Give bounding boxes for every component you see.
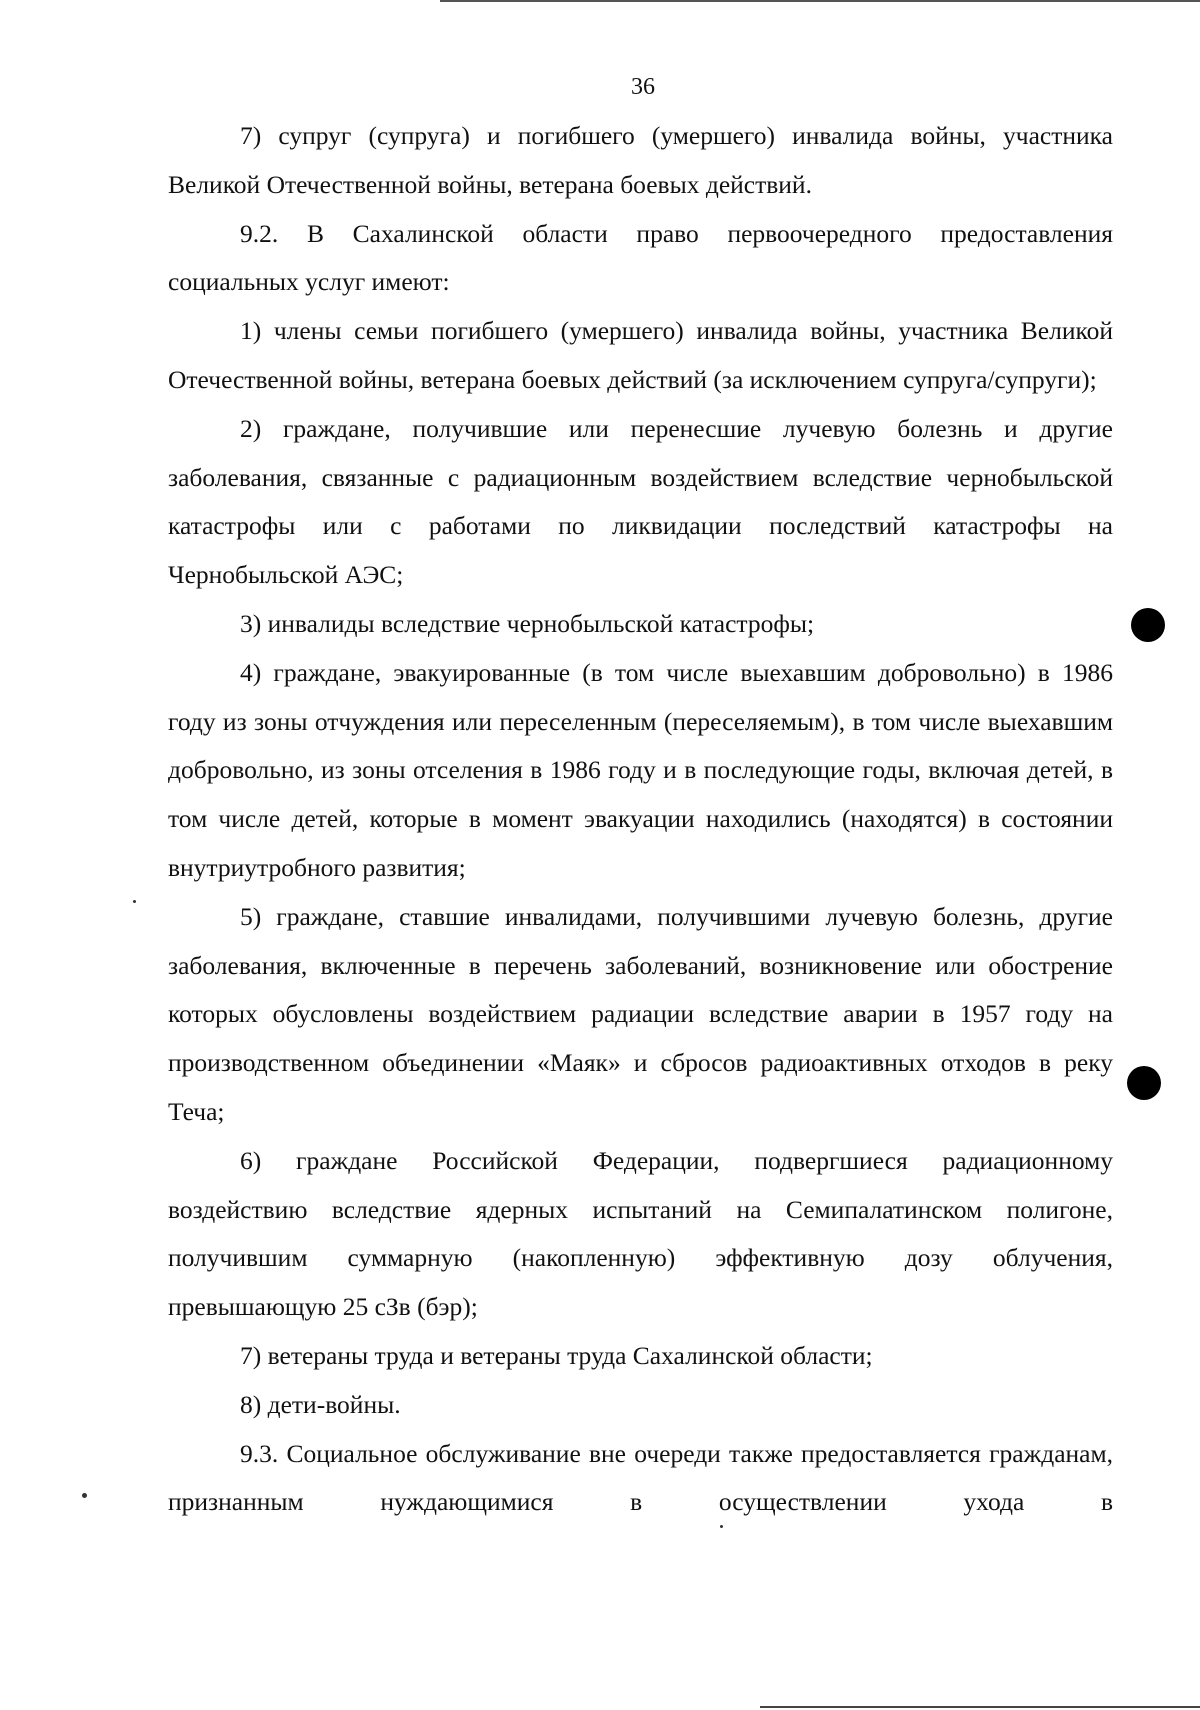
paragraph-item-2: 2) граждане, получившие или перенесшие лучевую болезнь и другие заболевания, связанные с радиационным воздействием вследствие чернобыльской катастрофы или с работами по ликвидации последствий катастрофы на Чернобыльской АЭС; <box>168 413 1113 590</box>
paragraph-item-3: 3) инвалиды вследствие чернобыльской катастрофы; <box>240 608 815 638</box>
document-body <box>168 112 1113 1527</box>
scan-speck <box>82 1493 87 1498</box>
scan-edge-top <box>440 0 1200 2</box>
paragraph-item-1: 1) члены семьи погибшего (умершего) инвалида войны, участника Великой Отечественной войны, ветерана боевых действий (за исключением супруга/супруги); <box>168 316 1113 394</box>
scan-edge-bottom <box>760 1706 1200 1708</box>
paragraph-item-6: 6) граждане Российской Федерации, подвергшиеся радиационному воздействию вследствие ядерных испытаний на Семипалатинском полигоне, получившим суммарную (накопленную) эффективную дозу облучения, превышающую 25 сЗв (бэр); <box>168 1145 1113 1322</box>
punch-hole-upper <box>1131 608 1165 642</box>
paragraph-item-5: 5) граждане, ставшие инвалидами, получившими лучевую болезнь, другие заболевания, включенные в перечень заболеваний, возникновение или обострение которых обусловлены воздействием радиации вследствие аварии в 1957 году на производственном объединении «Маяк» и сбросов радиоактивных отходов в реку Теча; <box>168 901 1113 1126</box>
paragraph-item-4: 4) граждане, эвакуированные (в том числе выехавшим добровольно) в 1986 году из зоны отчуждения или переселенным (переселяемым), в том числе выехавшим добровольно, из зоны отселения в 1986 году и в последующие годы, включая детей, в том числе детей, которые в момент эвакуации находились (находятся) в состоянии внутриутробного развития; <box>168 657 1113 882</box>
scan-speck <box>133 900 136 903</box>
paragraph-item-7: 7) ветераны труда и ветераны труда Сахалинской области; <box>240 1340 873 1370</box>
punch-hole-lower <box>1127 1066 1161 1100</box>
page-number: 36 <box>631 74 655 100</box>
paragraph-spouse: 7) супруг (супруга) и погибшего (умершего) инвалида войны, участника Великой Отечественной войны, ветерана боевых действий. <box>168 121 1113 199</box>
scan-speck <box>720 1525 723 1528</box>
paragraph-9-3: 9.3. Социальное обслуживание вне очереди также предоставляется гражданам, признанным нуждающимися в осуществлении ухода в <box>168 1438 1113 1517</box>
paragraph-item-8: 8) дети-войны. <box>240 1389 401 1419</box>
paragraph-9-2-intro: 9.2. В Сахалинской области право первоочередного предоставления социальных услуг имеют: <box>168 218 1113 297</box>
